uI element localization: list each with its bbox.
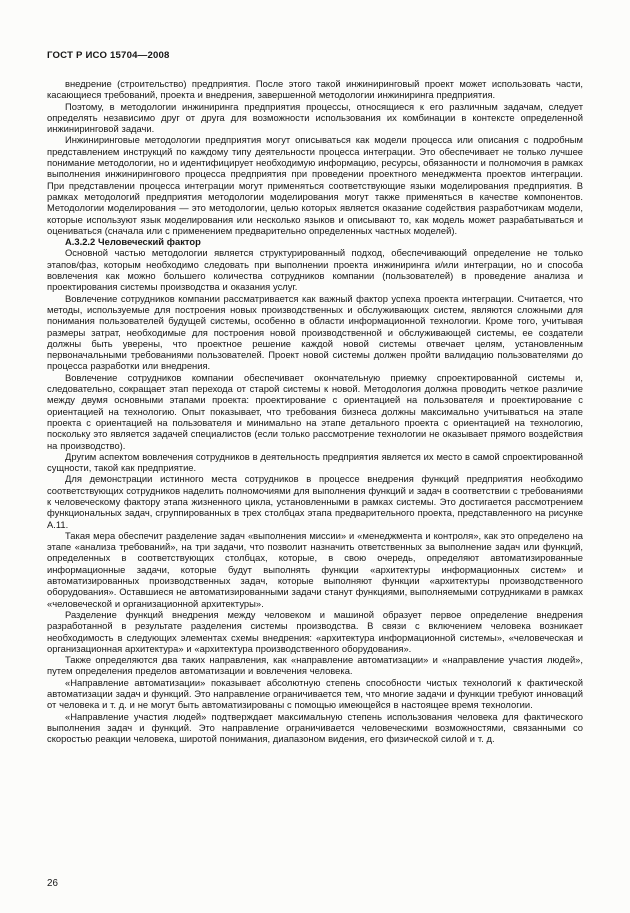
page-number: 26 xyxy=(47,878,58,889)
paragraph: внедрение (строительство) предприятия. После этого такой инжиниринговый проект может использовать части, касающиеся требований, проекта и внедрения, завершенной методологии инжиниринга предприятия. xyxy=(47,78,583,101)
paragraph: Такая мера обеспечит разделение задач «выполнения миссии» и «менеджмента и контроля», как это определено на этапе «анализа требований», на три задачи, что позволит назначить ответственных за выполнение задач или функций, определенных в соответствующих столбцах, которые, в свою очередь, определяют автоматизированные информационные задачи, которые будут выполнять функции «архитектуры информационных систем» и автоматизированных производственных задач, которые выполняют функции «архитектуры производственного оборудования». Оставшиеся не автоматизированными задачи станут функциями, выполняемыми сотрудниками в рамках «человеческой и организационной архитектуры». xyxy=(47,529,583,609)
paragraph: Основной частью методологии является структурированный подход, обеспечивающий определение не только этапов/фаз, которым необходимо следовать при выполнении проекта инжиниринга и/или интеграции, но и способа вовлечения как можно большего количества сотрудников компании (пользователей) в проведение анализа и проектирования системы производства и оказания услуг. xyxy=(47,247,583,293)
paragraph: Разделение функций внедрения между человеком и машиной образует первое определение внедрения разработанной в результате разделения системы производства. В связи с включением человека возникает необходимость в следующих элементах схемы внедрения: «архитектура информационной системы», «человеческая и организационная архитектура» и «архитектура производственного оборудования». xyxy=(47,608,583,654)
paragraph: Для демонстрации истинного места сотрудников в процессе внедрения функций предприятия необходимо соответствующих сотрудников наделить полномочиями для выполнения функций и задач в соответствии с требованиями к человеческому фактору этапа жизненного цикла, установленными в рамках системы. Это достигается рассмотрением функциональных задач, сгруппированных в трех столбцах этапа предварительного проекта, представленного на рисунке А.11. xyxy=(47,473,583,530)
paragraph: Поэтому, в методологии инжиниринга предприятия процессы, относящиеся к его различным задачам, следует определять независимо друг от друга для возможности использования их комбинации в контексте определенной инжиниринговой задачи. xyxy=(47,100,583,135)
paragraph: «Направление автоматизации» показывает абсолютную степень способности чистых технологий к фактической автоматизации задач и функций. Это направление ограничивается тем, что многие задачи и функции требуют инноваций от человека и т. д. и не могут быть автоматизированы с помощью имеющейся в настоящее время технологии. xyxy=(47,676,583,711)
document-header: ГОСТ Р ИСО 15704—2008 xyxy=(47,50,170,61)
document-body xyxy=(47,78,583,745)
paragraph: Также определяются два таких направления, как «направление автоматизации» и «направление участия людей», путем определения пределов автоматизации и вовлечения человека. xyxy=(47,654,583,677)
paragraph: Другим аспектом вовлечения сотрудников в деятельность предприятия является их место в самой спроектированной сущности, такой как предприятие. xyxy=(47,450,583,474)
paragraph: Вовлечение сотрудников компании рассматривается как важный фактор успеха проекта интеграции. Считается, что методы, используемые для построения новых производственных и обслуживающих систем, являются сложными для понимания пользователей будущей системы, особенно в области информационной технологии. Кроме того, учитывая размеры затрат, необходимые для построения новой производственной и обслуживающей системы, ее создатели должны быть уверены, что проектное решение каждой новой системы отвечает целям, установленным первоначальными требованиями пользователей. Проект новой системы должен пройти валидацию пользователями до процесса разработки или внедрения. xyxy=(47,292,583,372)
paragraph: Вовлечение сотрудников компании обеспечивает окончательную приемку спроектированной системы и, следовательно, сокращает этап перехода от старой системы к новой. Методология должна проводить четкое различие между двумя основными этапами проекта: проектирование с ориентацией на пользователя и проектирование с ориентацией на технологию. Опыт показывает, что требования бизнеса должны максимально учитываться на этапе проекта с ориентацией на пользователя и минимально на этапе детального проекта с ориентацией на технологию, поскольку это является задачей специалистов (если только рассмотрение технологии не оказывает прямого воздействия на производство). xyxy=(47,371,583,451)
paragraph: Инжиниринговые методологии предприятия могут описываться как модели процесса или описания с подробным представлением инструкций по каждому типу деятельности процесса интеграции. Это обеспечивает не только лучшее понимание методологии, но и идентифицирует необходимую информацию, ресурсы, обязанности и полномочия в рамках выполнения инжинирингового процесса предприятия при проведении проектного менеджмента проектов интеграции. При представлении процесса интеграции могут применяться соответствующие языки моделирования предприятия. В рамках методологий предприятия методологии моделирования могут также применяться в качестве компонентов. Методологии моделирования — это методологии, целью которых является оказание содействия разработчикам модели, которые используют язык моделирования или несколько языков и описывают то, как модель может разрабатываться и оцениваться (сначала или с применением предварительно определенных частных моделей). xyxy=(47,134,583,236)
section-heading: А.3.2.2 Человеческий фактор xyxy=(65,236,201,248)
paragraph: «Направление участия людей» подтверждает максимальную степень использования человека для фактического выполнения задач и функций. Это направление ограничивается человеческими возможностями, связанными со скоростью реакции человека, широтой понимания, диапазоном видения, его физической силой и т. д. xyxy=(47,710,583,745)
